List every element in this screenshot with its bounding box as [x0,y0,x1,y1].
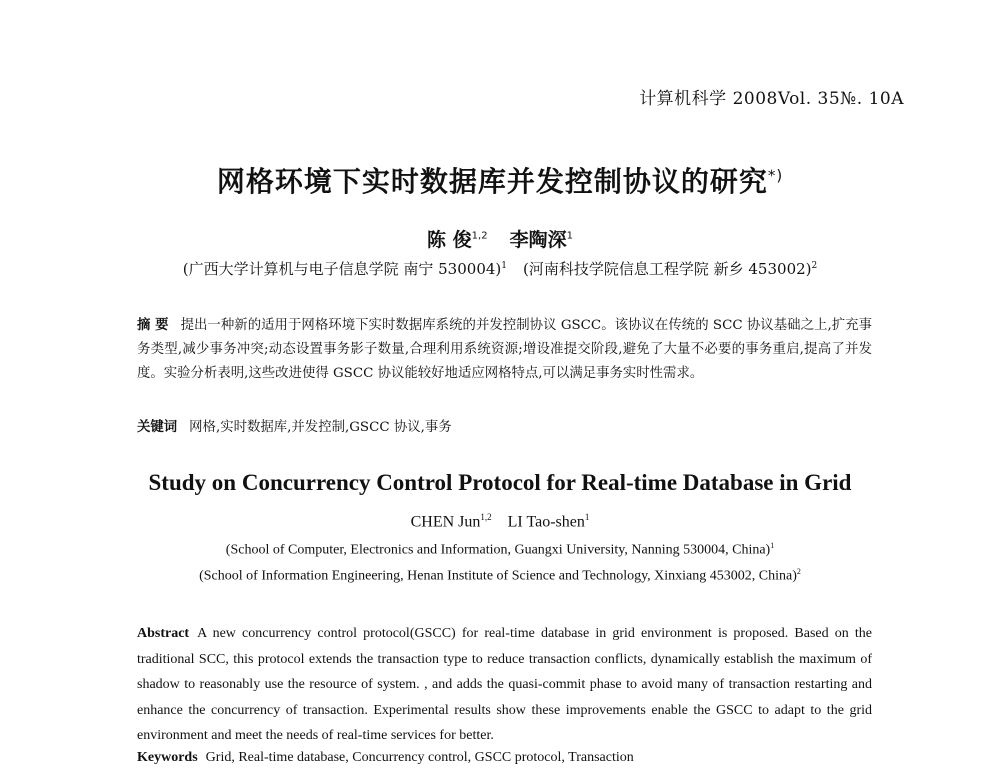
cn-keywords-label: 关键词 [137,420,178,435]
en-author-1: CHEN Jun [410,513,481,531]
en-affil-1-sup: 1 [770,541,775,550]
cn-author-2-sup: 1 [566,230,573,242]
cn-authors [0,225,1000,252]
en-abstract [137,621,872,749]
en-paper-title: Study on Concurrency Control Protocol for Real-time Database in Grid [148,470,852,495]
cn-affil-2: (河南科技学院信息工程学院 新乡 453002) [523,260,812,278]
cn-affil-1: (广西大学计算机与电子信息学院 南宁 530004) [182,260,502,278]
cn-author-1-sup: 1,2 [471,230,488,242]
en-affiliation-2 [0,567,1000,585]
en-affil-2-sup: 2 [796,567,801,576]
cn-author-1: 陈 俊 [427,229,472,251]
en-abstract-text: A new concurrency control protocol(GSCC) for real-time database in grid environment is proposed. Based on the traditional SCC, this protocol extends the transaction type to reduce transaction conflicts, dynamically establish the maximum of shadow to reasonably use the resource of system. , and adds the quasi-commit phase to avoid many of transaction restarting and enhance the concurrency of transaction. Experimental results show these improvements enable the GSCC to adapt to the grid environment and meet the needs of real-time services for better. [137,626,872,743]
cn-affil-2-sup: 2 [811,261,818,271]
en-authors [0,512,1000,531]
cn-paper-title [0,160,1000,200]
cn-abstract-text: 提出一种新的适用于网格环境下实时数据库系统的并发控制协议 GSCC。该协议在传统的 SCC 协议基础之上,扩充事务类型,减少事务冲突;动态设置事务影子数量,合理利用系统资源;增设准提交阶段,避免了大量不必要的事务重启,提高了并发度。实验分析表明,这些改进使得 GSCC 协议能较好地适应网格特点,可以满足事务实时性需求。 [137,318,872,381]
cn-affiliations [0,258,1000,279]
cn-keywords [137,417,872,439]
en-keywords-text: Grid, Real-time database, Concurrency control, GSCC protocol, Transaction [205,750,634,765]
en-affil-1-text: (School of Computer, Electronics and Information, Guangxi University, Nanning 530004, China) [225,542,771,558]
cn-title-text: 网格环境下实时数据库并发控制协议的研究 [216,165,768,198]
journal-header: 计算机科学 2008Vol. 35№. 10A [639,89,904,109]
cn-keywords-text: 网格,实时数据库,并发控制,GSCC 协议,事务 [189,420,452,435]
en-keywords-label: Keywords [137,750,198,765]
cn-abstract [137,314,872,386]
cn-abstract-label: 摘 要 [137,318,169,333]
cn-author-2: 李陶深 [509,229,567,251]
en-affiliation-1 [0,541,1000,559]
en-abstract-label: Abstract [137,626,190,641]
en-keywords [137,748,872,768]
en-author-2: LI Tao-shen [507,513,585,531]
cn-affil-1-sup: 1 [501,261,507,271]
en-affil-2-text: (School of Information Engineering, Henan Institute of Science and Technology, Xinxiang 453002, China) [199,568,797,584]
en-author-1-sup: 1,2 [480,512,492,522]
cn-title-footnote-mark: *) [767,166,784,185]
en-author-2-sup: 1 [584,512,590,522]
